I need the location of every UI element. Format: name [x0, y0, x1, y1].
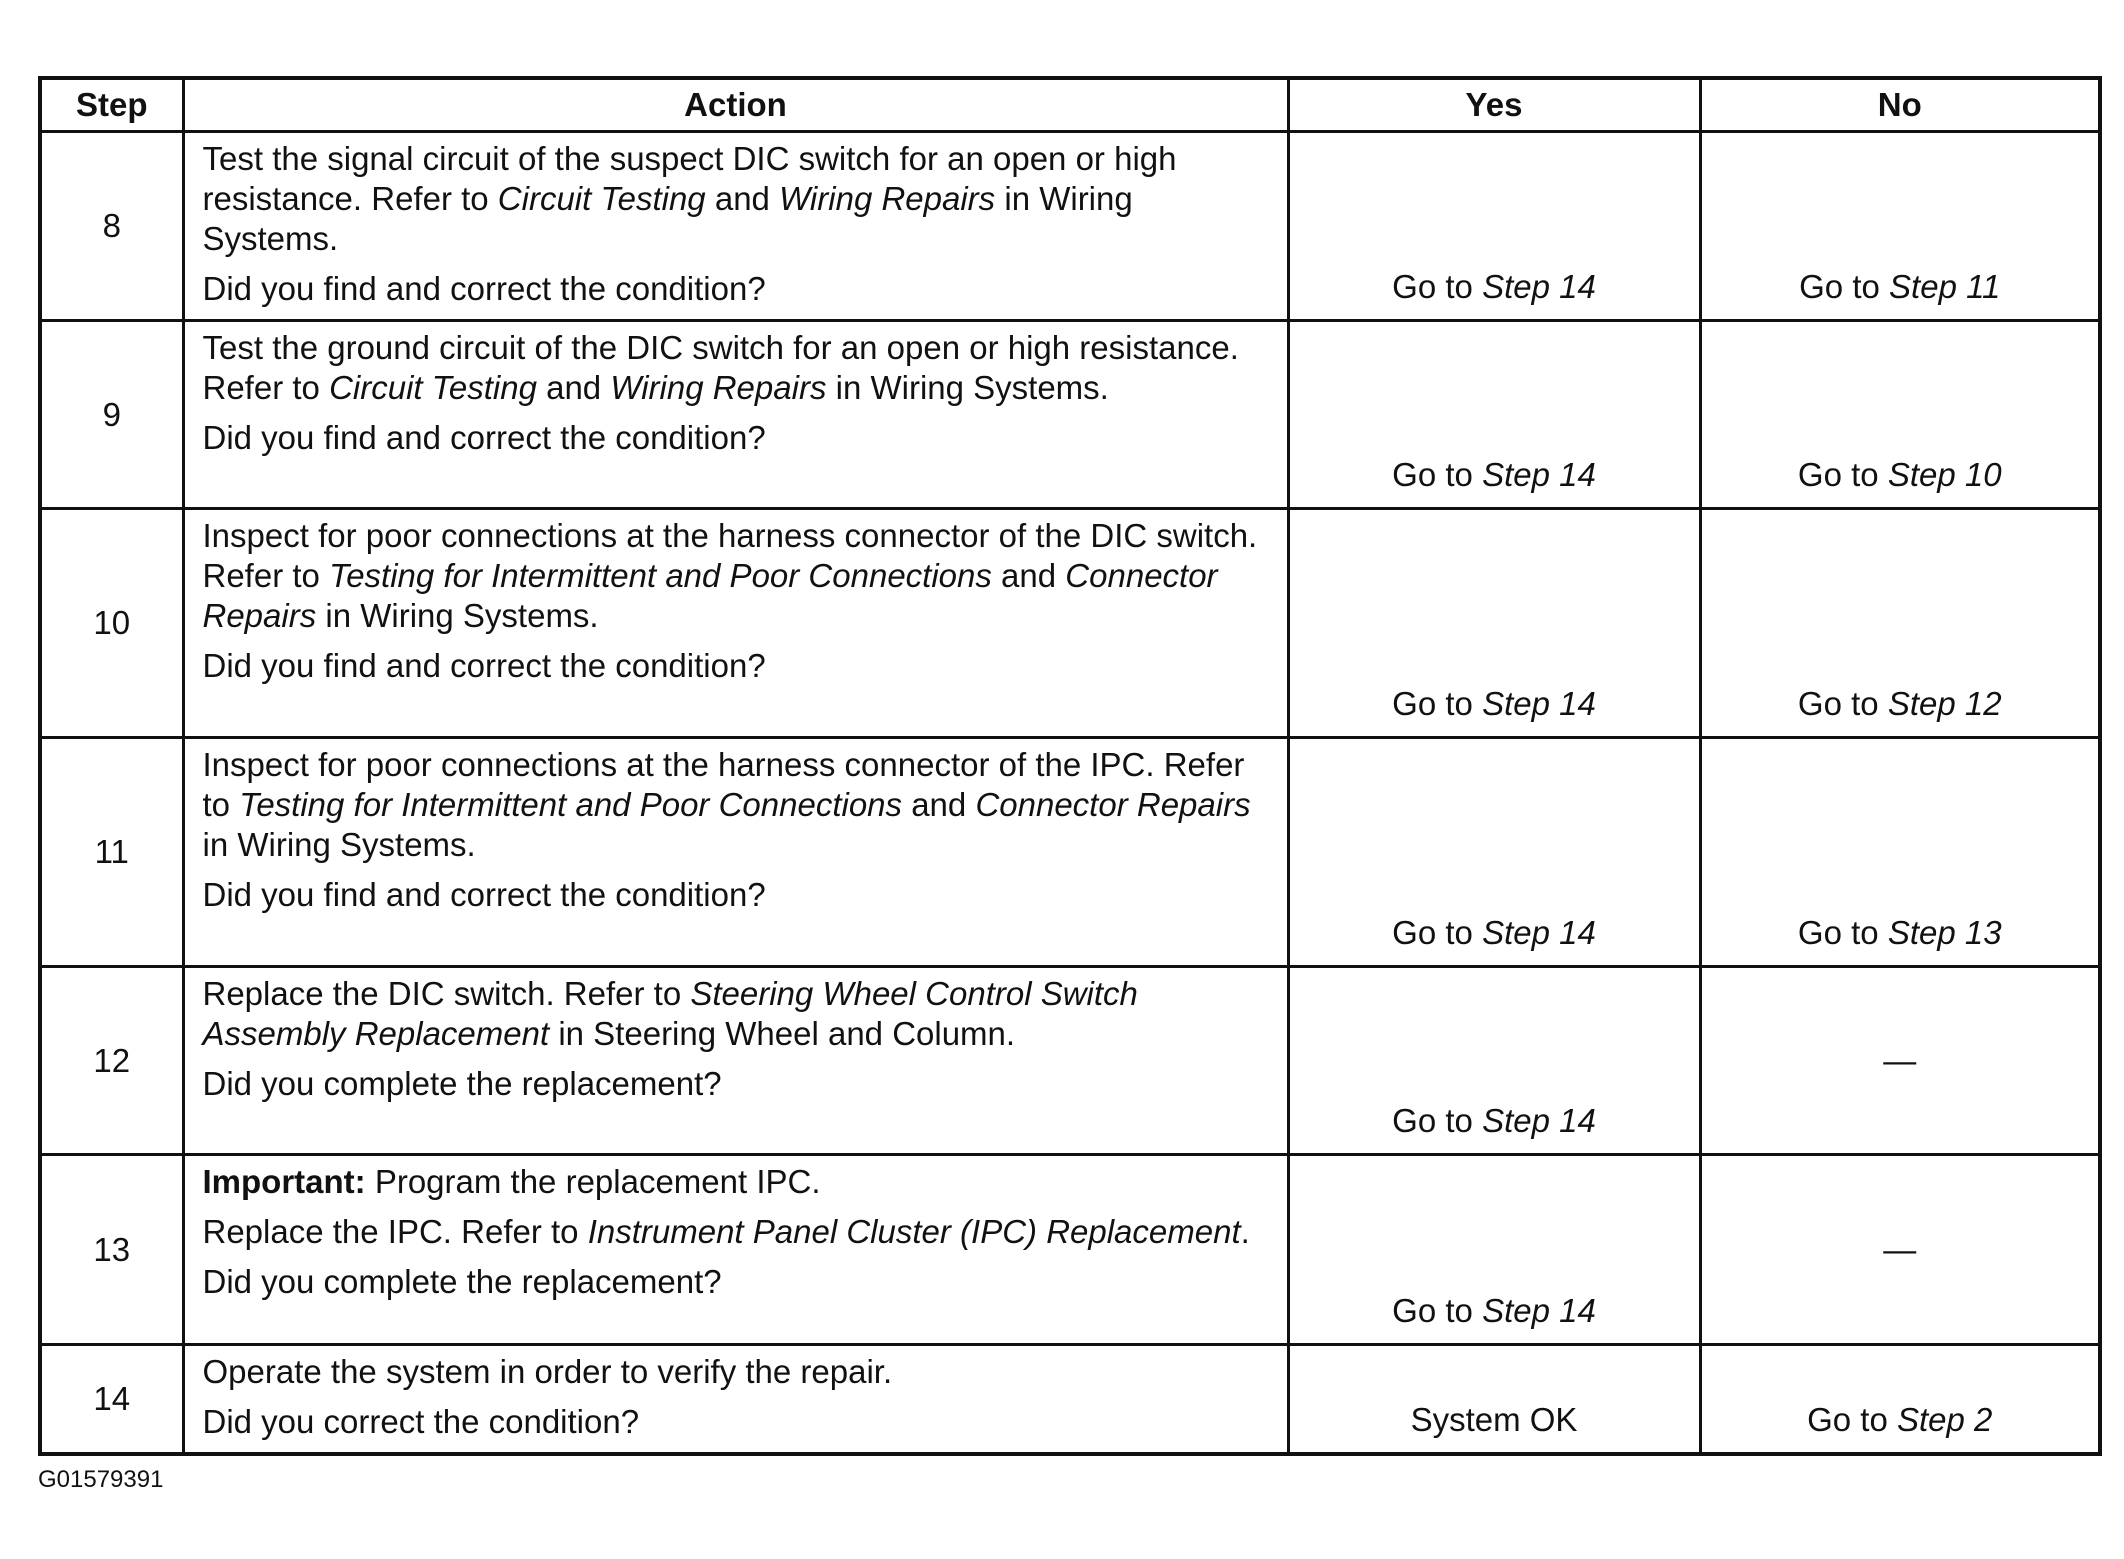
yes-result	[1288, 967, 1700, 1155]
step-number: 14	[40, 1345, 183, 1455]
table-body	[40, 132, 2100, 1455]
step-number: 12	[40, 967, 183, 1155]
reference-link-text: Step 14	[1482, 268, 1596, 305]
step-number: 11	[40, 738, 183, 967]
action-cell	[183, 132, 1288, 321]
text-segment: Go to	[1797, 456, 1888, 493]
text-segment: Test the ground circuit of the DIC switch for an open or high resistance. Refer to	[202, 329, 1239, 406]
text-segment: Go to	[1799, 268, 1890, 305]
action-instruction	[203, 1352, 1273, 1392]
reference-link-text: Steering Wheel Control Switch Assembly Replacement	[202, 975, 1138, 1052]
text-segment: and	[991, 557, 1066, 594]
text-segment: Go to	[1797, 914, 1888, 951]
table-row	[40, 967, 2100, 1155]
reference-link-text: Instrument Panel Cluster (IPC) Replacement	[587, 1213, 1241, 1250]
text-segment: System OK	[1410, 1401, 1578, 1438]
text-segment: Go to	[1392, 456, 1483, 493]
reference-link-text: Testing for Intermittent and Poor Connections	[329, 557, 992, 594]
action-question: Did you correct the condition?	[202, 1403, 640, 1440]
step-number: 10	[40, 509, 183, 738]
action-instruction	[203, 139, 1273, 259]
table-header-row	[40, 78, 2100, 132]
action-question: Did you find and correct the condition?	[202, 647, 766, 684]
no-result	[1700, 1345, 2100, 1455]
reference-link-text: Step 14	[1482, 685, 1596, 722]
reference-link-text: Step 11	[1889, 268, 2001, 305]
reference-link-text: Testing for Intermittent and Poor Connections	[239, 786, 903, 823]
header-yes: Yes	[1288, 78, 1700, 132]
action-instruction	[203, 516, 1273, 636]
text-segment: Go to	[1392, 1102, 1483, 1139]
yes-result	[1288, 509, 1700, 738]
step-number: 9	[40, 321, 183, 509]
no-result	[1700, 321, 2100, 509]
header-action: Action	[183, 78, 1288, 132]
reference-link-text: Step 12	[1887, 685, 2002, 722]
action-question: Did you find and correct the condition?	[202, 419, 766, 456]
text-segment: Replace the DIC switch. Refer to	[202, 975, 691, 1012]
reference-link-text: Step 2	[1896, 1401, 1993, 1438]
reference-link-text: Step 13	[1887, 914, 2002, 951]
header-no: No	[1700, 78, 2100, 132]
action-question: Did you find and correct the condition?	[202, 270, 766, 307]
text-segment: in Wiring Systems.	[202, 826, 476, 863]
reference-link-text: Connector Repairs	[202, 557, 1218, 634]
text-segment: —	[1883, 1230, 1917, 1268]
text-segment: Replace the IPC. Refer to	[202, 1213, 588, 1250]
text-segment: Go to	[1807, 1401, 1897, 1438]
table-row	[40, 738, 2100, 967]
action-instruction	[203, 1212, 1273, 1252]
no-result	[1700, 738, 2100, 967]
text-segment: Operate the system in order to verify the repair.	[202, 1353, 893, 1390]
important-label: Important:	[202, 1163, 366, 1200]
text-segment: in Wiring Systems.	[316, 597, 599, 634]
table-row	[40, 509, 2100, 738]
no-result	[1700, 509, 2100, 738]
yes-result	[1288, 1345, 1700, 1455]
important-note	[203, 1162, 1273, 1202]
action-instruction	[203, 745, 1273, 865]
table-row	[40, 1345, 2100, 1455]
yes-result	[1288, 738, 1700, 967]
reference-link-text: Step 10	[1887, 456, 2002, 493]
diagnostic-steps-table	[38, 76, 2102, 1456]
text-segment: .	[1240, 1213, 1250, 1250]
action-cell	[183, 1345, 1288, 1455]
text-segment: and	[902, 786, 976, 823]
no-result	[1700, 1155, 2100, 1345]
no-result	[1700, 967, 2100, 1155]
text-segment: in Wiring Systems.	[826, 369, 1109, 406]
action-cell	[183, 1155, 1288, 1345]
action-question: Did you complete the replacement?	[202, 1065, 722, 1102]
action-instruction	[203, 974, 1273, 1054]
reference-link-text: Circuit Testing	[329, 369, 537, 406]
reference-link-text: Step 14	[1482, 1102, 1596, 1139]
text-segment: Go to	[1392, 914, 1483, 951]
action-cell	[183, 321, 1288, 509]
text-segment: Inspect for poor connections at the harness connector of the DIC switch. Refer to	[202, 517, 1258, 594]
text-segment: in Steering Wheel and Column.	[549, 1015, 1016, 1052]
action-cell	[183, 967, 1288, 1155]
reference-link-text: Step 14	[1482, 1292, 1596, 1329]
action-cell	[183, 509, 1288, 738]
text-segment: —	[1883, 1041, 1917, 1079]
action-instruction	[203, 328, 1273, 408]
text-segment: Go to	[1392, 1292, 1483, 1329]
text-segment: Go to	[1392, 685, 1483, 722]
table-row	[40, 1155, 2100, 1345]
reference-link-text: Connector Repairs	[975, 786, 1251, 823]
text-segment: Test the signal circuit of the suspect DIC switch for an open or high resistance. Refer to	[202, 140, 1177, 217]
table-row	[40, 132, 2100, 321]
step-number: 8	[40, 132, 183, 321]
reference-link-text: Circuit Testing	[497, 180, 706, 217]
step-number: 13	[40, 1155, 183, 1345]
yes-result	[1288, 1155, 1700, 1345]
text-segment: and	[705, 180, 780, 217]
yes-result	[1288, 132, 1700, 321]
reference-link-text: Step 14	[1482, 456, 1596, 493]
action-question: Did you complete the replacement?	[202, 1263, 722, 1300]
yes-result	[1288, 321, 1700, 509]
reference-link-text: Step 14	[1482, 914, 1596, 951]
text-segment: Go to	[1797, 685, 1888, 722]
action-question: Did you find and correct the condition?	[202, 876, 766, 913]
reference-link-text: Wiring Repairs	[779, 180, 996, 217]
header-step: Step	[40, 78, 183, 132]
text-segment: and	[536, 369, 611, 406]
no-result	[1700, 132, 2100, 321]
text-segment: Inspect for poor connections at the harness connector of the IPC. Refer to	[202, 746, 1245, 823]
text-segment: in Wiring Systems.	[202, 180, 1133, 257]
important-text: Program the replacement IPC.	[365, 1163, 821, 1200]
text-segment: Go to	[1392, 268, 1483, 305]
figure-id: G01579391	[38, 1466, 164, 1493]
table-row	[40, 321, 2100, 509]
reference-link-text: Wiring Repairs	[610, 369, 827, 406]
action-cell	[183, 738, 1288, 967]
